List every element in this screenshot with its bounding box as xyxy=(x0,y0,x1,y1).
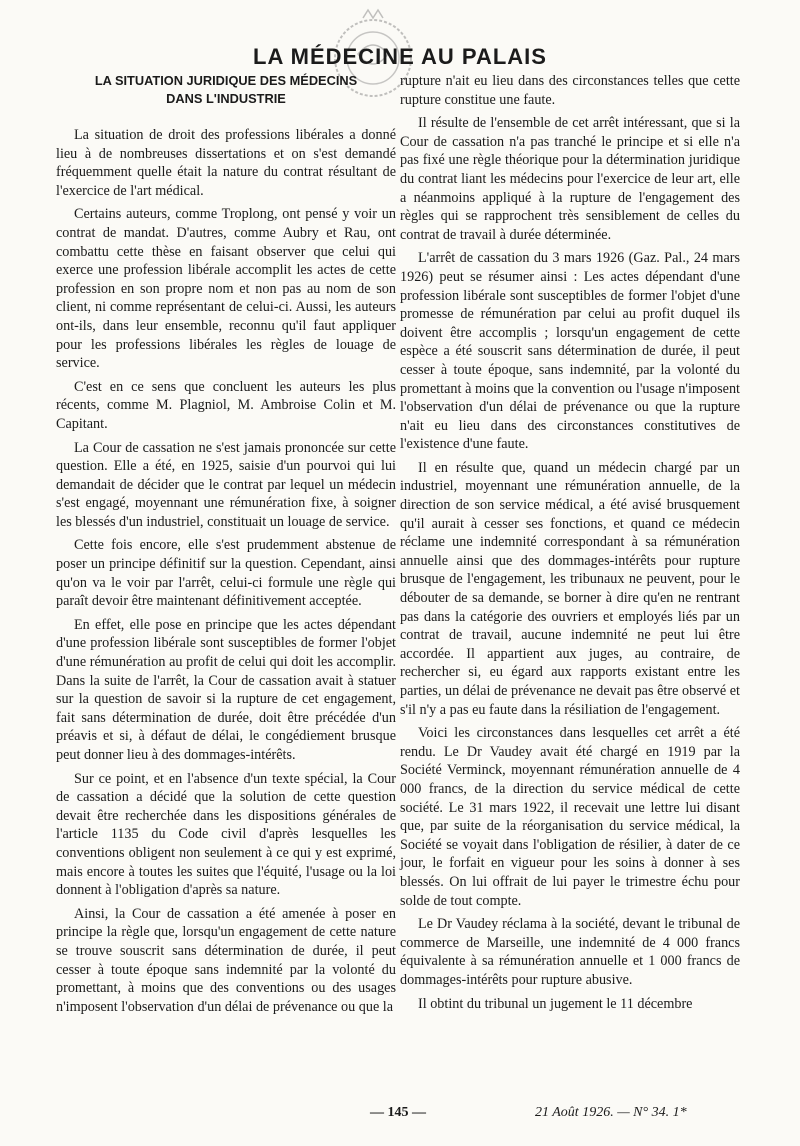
subtitle-line-2: DANS L'INDUSTRIE xyxy=(166,91,286,106)
paragraph: Le Dr Vaudey réclama à la société, devant le tribunal de commerce de Marseille, une indemnité de 4 000 francs équivalente à sa rémunération annuelle et 1 000 francs de dommages-intérêts pour rupture abusive. xyxy=(400,916,740,988)
paragraph: Certains auteurs, comme Troplong, ont pensé y voir un contrat de mandat. D'autres, comme Aubry et Rau, ont combattu cette thèse en faisant observer que celui qui exerce une profession libérale accomplit les actes de cette profession en son propre nom et non pas au nom de son client, ni comme représentant de celui-ci. Aussi, les auteurs ont-ils, dans leur ensemble, reconnu qu'il faut appliquer pour les professions libérales les règles de louage de service. xyxy=(56,206,396,372)
paragraph: Ainsi, la Cour de cassation a été amenée à poser en principe la règle que, lorsqu'un engagement de cette nature se trouve souscrit sans détermination de durée, il peut cesser à toute époque sans indemnité par la volonté du promettant, à moins que des conventions ou des usages n'imposent l'observation d'un délai de prévenance ou que la xyxy=(56,905,396,1015)
paragraph: La situation de droit des professions libérales a donné lieu à de nombreuses dissertations et on s'est demandé fréquemment quelle était la nature du contrat résultant de l'exercice de l'art médical. xyxy=(56,127,396,199)
paragraph: Cette fois encore, elle s'est prudemment abstenue de poser un principe définitif sur la question. Cependant, ainsi qu'on va le voir par l'arrêt, celui-ci formule une règle qui paraît devoir être maintenant définitivement acceptée. xyxy=(56,537,396,610)
article-subtitle xyxy=(56,72,396,108)
left-column xyxy=(56,72,396,1021)
paragraph: La Cour de cassation ne s'est jamais prononcée sur cette question. Elle a été, en 1925, saisie d'un pourvoi qui lui demandait de décider que le contrat par lequel un médecin s'est engagé, moyennant une rémunération fixe, à soigner les blessés d'un industriel, constituait un louage de service. xyxy=(56,439,396,530)
paragraph: Voici les circonstances dans lesquelles cet arrêt a été rendu. Le Dr Vaudey avait été chargé en 1919 par la Société Verminck, moyennant rémunération annuelle de 4 000 francs, de la direction du service médical de cette société. Le 31 mars 1922, il recevait une lettre lui disant que, par suite de la réorganisation du service médical, la Société se voyait dans l'obligation de résilier, à dater de ce jour, le forfait en vigueur pour les soins à donner à ses blessés. On lui offrait de lui payer le trimestre échu pour solde de tout compte. xyxy=(400,725,740,909)
page-footer xyxy=(0,1105,800,1125)
paragraph: En effet, elle pose en principe que les actes dépendant d'une profession libérale sont susceptibles de former l'objet d'une rémunération au profit de celui qui doit les accomplir. Dans la suite de l'arrêt, la Cour de cassation avait à statuer sur la question de savoir si la rupture de cet engagement, fait sans détermination de durée, doit être précédée d'un préavis et si, à défaut de délai, le congédiement brusque peut donner lieu à des dommages-intérêts. xyxy=(56,616,396,763)
paragraph: Il obtint du tribunal un jugement le 11 décembre xyxy=(418,995,693,1012)
paragraph: Il en résulte que, quand un médecin chargé par un industriel, moyennant une rémunération annuelle, de la direction de son service médical, a été avisé brusquement qu'il aurait à cesser ses fonctions, et quand ce médecin réclame une indemnité correspondant à sa rémunération annuelle ainsi que des dommages-intérêts pour rupture brusque de l'engagement, les tribunaux ne peuvent, pour le débouter de sa demande, se borner à dire qu'en ne rentrant pas dans la catégorie des ouvriers et employés liés par un contrat de travail, aucune indemnité ne peut lui être accordée. Il appartient aux juges, au contraire, de rechercher si, eu égard aux rapports existant entre les parties, un délai de prévenance ne devait pas être observé et s'il n'y a pas eu faute dans la résiliation de l'engagement. xyxy=(400,459,740,718)
paragraph: L'arrêt de cassation du 3 mars 1926 (Gaz. Pal., 24 mars 1926) peut se résumer ainsi : Les actes dépendant d'une profession libérale sont susceptibles de former l'objet d'une promesse de rémunération par celui au profit duquel ils doivent être accomplis ; lorsqu'un engagement de cette espèce a été souscrit sans détermination de durée, il peut cesser à toute époque, sans indemnité, par la volonté du promettant à moins que la convention ou l'usage n'imposent l'observation d'un délai de prévenance ou que la rupture n'ait eu lieu dans des circonstances constitutives de l'existence d'une faute. xyxy=(400,250,740,453)
paragraph: C'est en ce sens que concluent les auteurs les plus récents, comme M. Plagniol, M. Ambroise Colin et M. Capitant. xyxy=(56,378,396,432)
masthead-title: LA MÉDECINE AU PALAIS xyxy=(253,44,547,69)
paragraph: Il résulte de l'ensemble de cet arrêt intéressant, que si la Cour de cassation n'a pas tranché le principe et si elle n'a pas fixé une règle théorique pour la détermination juridique du contrat liant les médecins pour l'exercice de leur art, elle a néanmoins appliqué à la rupture de l'engagement des règles qui se rapprochent très sensiblement de celles du contrat de travail à durée déterminée. xyxy=(400,115,740,243)
subtitle-line-1: LA SITUATION JURIDIQUE DES MÉDECINS xyxy=(94,73,358,88)
paragraph: Sur ce point, et en l'absence d'un texte spécial, la Cour de cassation a décidé que la solution de cette question devait être recherchée dans les dispositions générales de l'article 1135 du Code civil d'après lesquelles les conventions obligent non seulement à ce qui y est exprimé, mais encore à toutes les suites que l'équité, l'usage ou la loi donnent à l'obligation d'après sa nature. xyxy=(56,770,396,899)
paragraph-continuation: rupture n'ait eu lieu dans des circonstances telles que cette rupture constitue une faute. xyxy=(400,73,740,108)
right-column xyxy=(400,72,740,1018)
issue-dateline: 21 Août 1926. — N° 34. 1* xyxy=(535,1105,687,1120)
page-number: — 145 — xyxy=(370,1105,426,1120)
